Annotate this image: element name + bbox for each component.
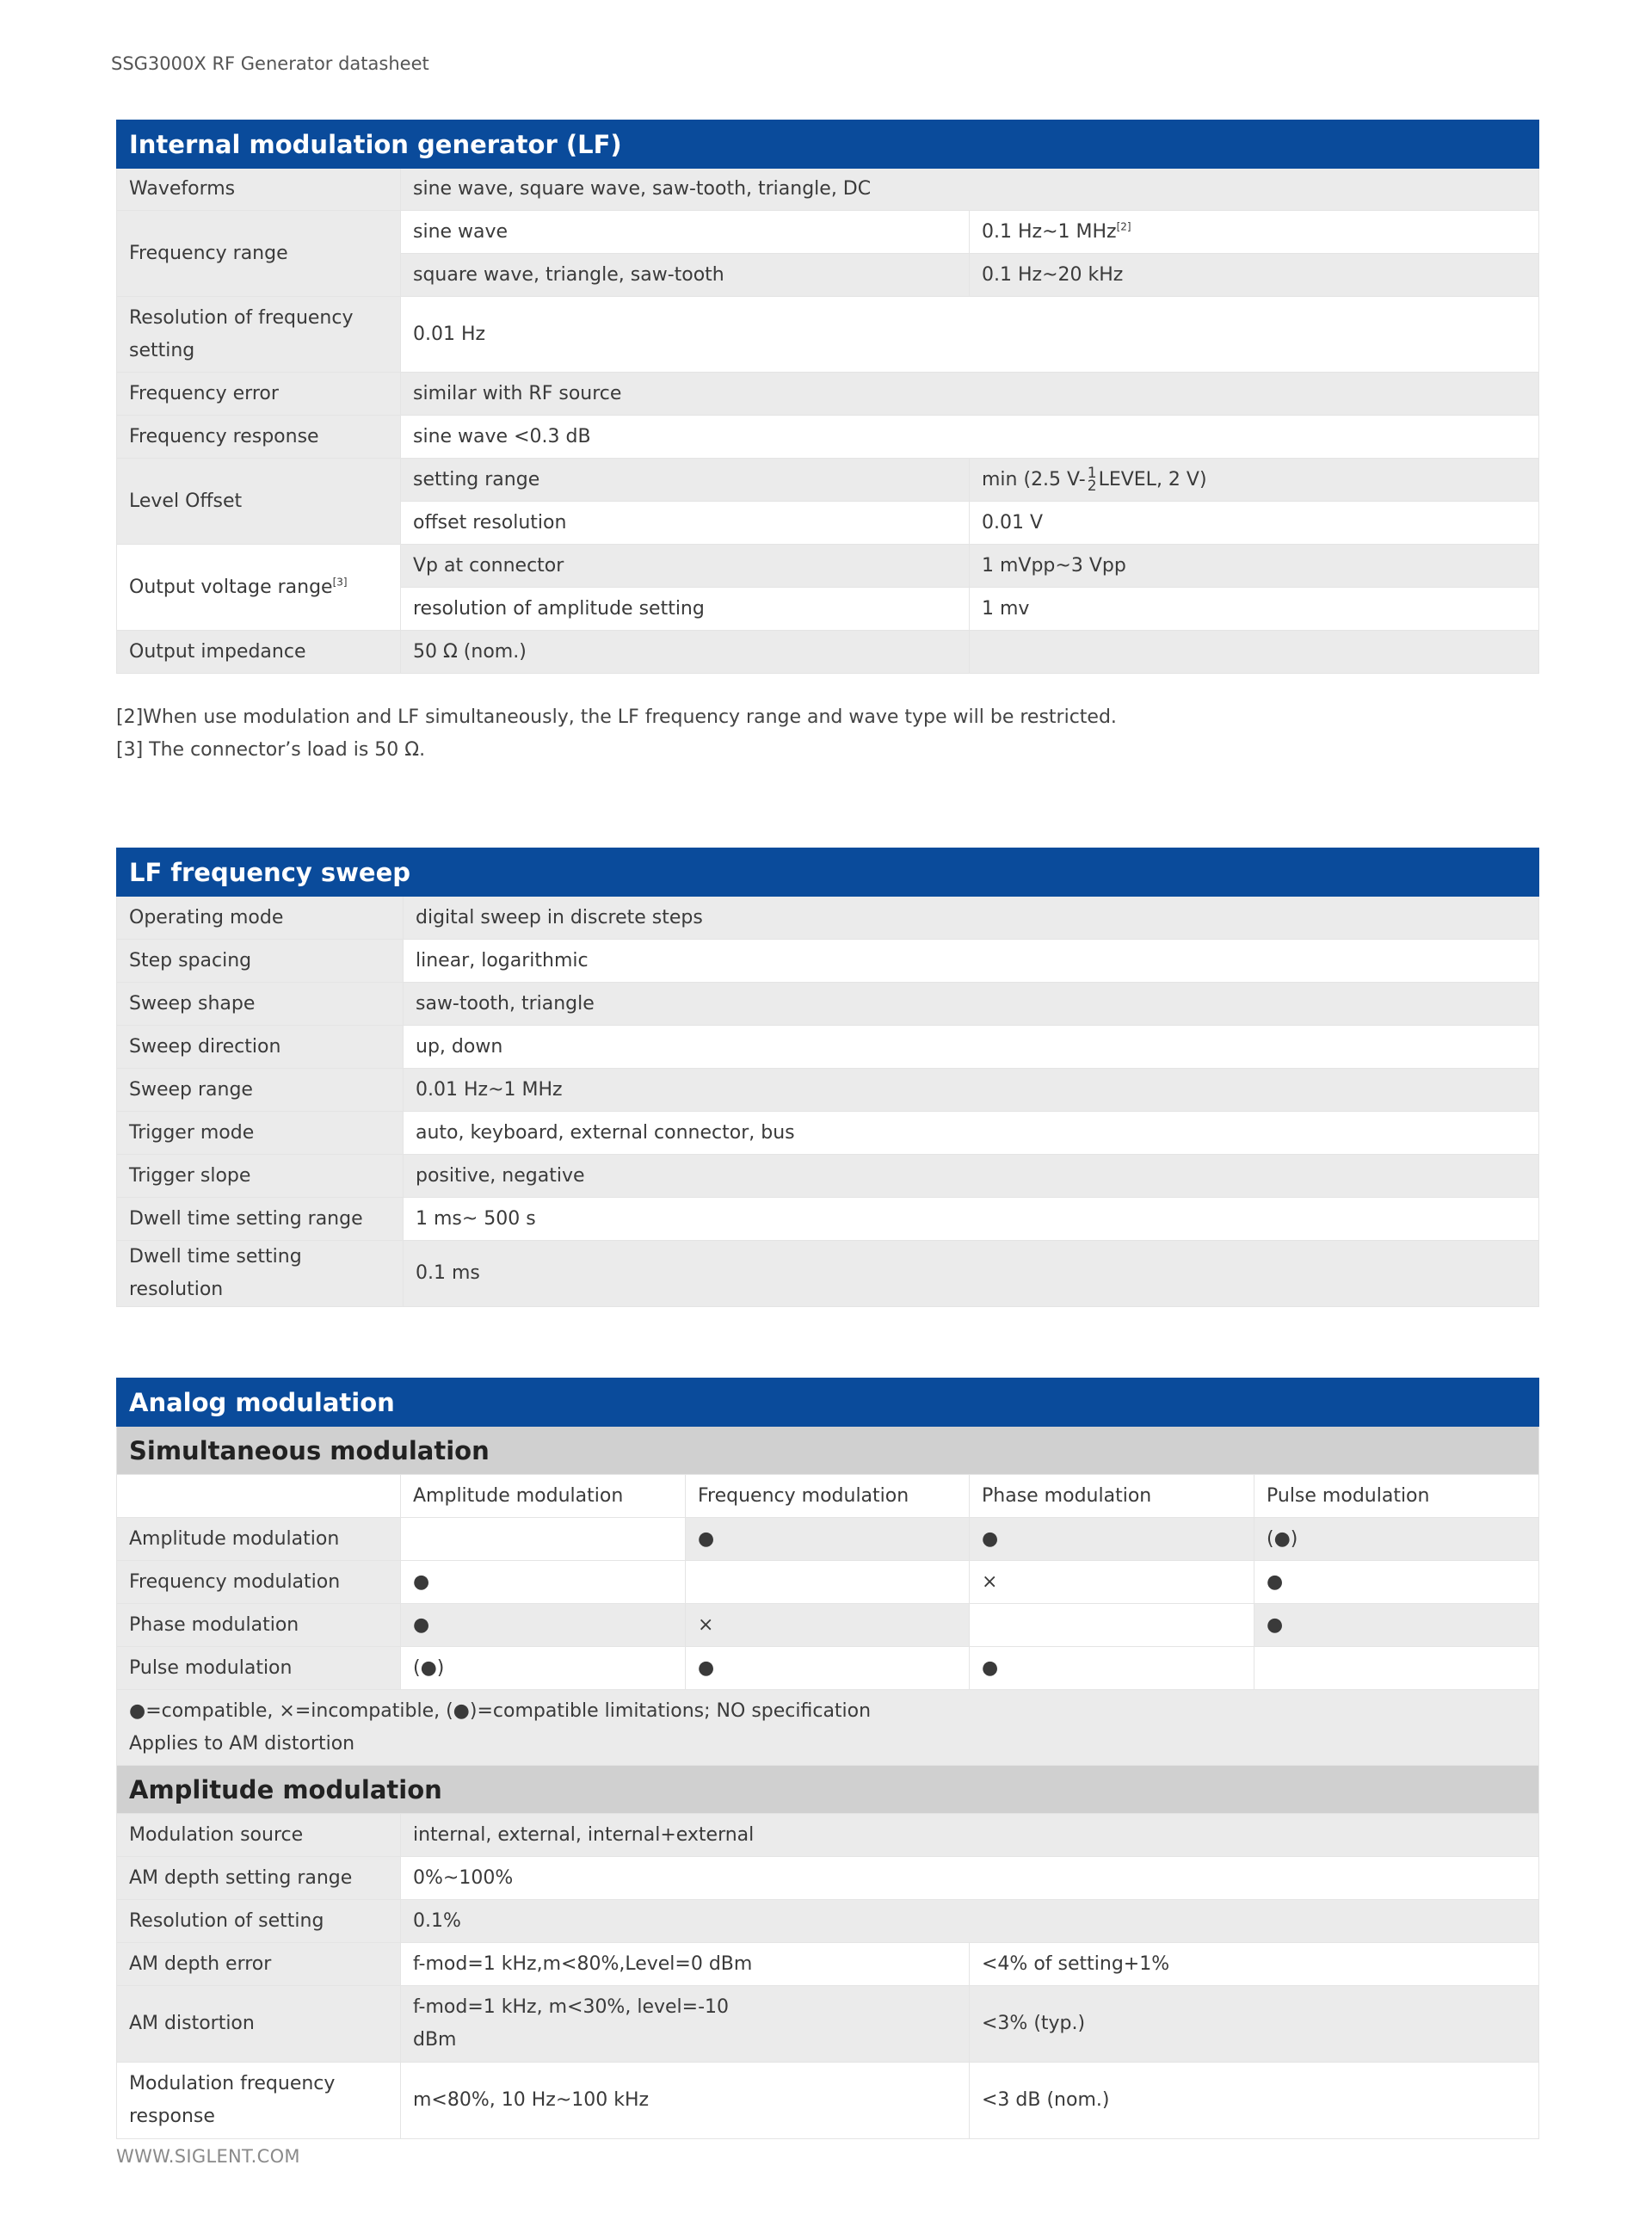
table-row [117, 1241, 1539, 1307]
matrix-cell [686, 1561, 970, 1604]
matrix-col-header: Pulse modulation [1254, 1475, 1539, 1518]
row-sublabel: offset resolution [401, 502, 970, 545]
row-condition: f-mod=1 kHz,m<80%,Level=0 dBm [401, 1943, 970, 1986]
matrix-cell: (●) [1254, 1518, 1539, 1561]
row-condition: f-mod=1 kHz, m<30%, level=-10 dBm [401, 1986, 970, 2063]
row-label: Step spacing [117, 940, 404, 983]
matrix-cell: ● [970, 1518, 1254, 1561]
matrix-col-header: Amplitude modulation [401, 1475, 686, 1518]
row-value: sine wave, square wave, saw-tooth, triangle, DC [401, 169, 1539, 211]
row-condition: m<80%, 10 Hz~100 kHz [401, 2063, 970, 2139]
row-value: positive, negative [404, 1155, 1539, 1198]
row-label: Output impedance [117, 631, 401, 674]
table-row [117, 1026, 1539, 1069]
row-value: <3 dB (nom.) [970, 2063, 1539, 2139]
row-value-empty [970, 631, 1539, 674]
page-footer: WWW.SIGLENT.COM [116, 2146, 300, 2167]
matrix-row [117, 1647, 1539, 1690]
row-label: Frequency error [117, 373, 401, 416]
matrix-row-header: Amplitude modulation [117, 1518, 401, 1561]
matrix-cell: ● [401, 1604, 686, 1647]
matrix-cell: ● [1254, 1561, 1539, 1604]
footnote-ref: [2] [1116, 220, 1131, 233]
row-value: sine wave <0.3 dB [401, 416, 1539, 459]
row-label: AM depth error [117, 1943, 401, 1986]
row-value: internal, external, internal+external [401, 1814, 1539, 1857]
table-row [117, 940, 1539, 983]
row-label: Sweep direction [117, 1026, 404, 1069]
row-value: 0.1 Hz~20 kHz [970, 254, 1539, 297]
row-label: Resolution of frequency setting [117, 297, 401, 373]
row-label: Dwell time setting range [117, 1198, 404, 1241]
matrix-cell: (●) [401, 1647, 686, 1690]
row-label: AM depth setting range [117, 1857, 401, 1900]
footnote-2: [2]When use modulation and LF simultaneously, the LF frequency range and wave type will be restricted. [116, 706, 1117, 728]
section-title: LF frequency sweep [117, 848, 1539, 897]
row-sublabel: resolution of amplitude setting [401, 588, 970, 631]
lf-sweep-table [116, 848, 1539, 1307]
subsection-title: Amplitude modulation [117, 1766, 1539, 1814]
matrix-row [117, 1604, 1539, 1647]
matrix-cell [970, 1604, 1254, 1647]
row-value: 0.01 Hz~1 MHz [404, 1069, 1539, 1112]
legend-line: Applies to AM distortion [129, 1732, 355, 1755]
matrix-cell: ● [401, 1561, 686, 1604]
matrix-row-header: Pulse modulation [117, 1647, 401, 1690]
table-row [117, 897, 1539, 940]
row-label: Frequency range [117, 211, 401, 297]
row-label: Dwell time setting resolution [117, 1241, 404, 1307]
row-value: 0.1 Hz~1 MHz[2] [970, 211, 1539, 254]
row-label: Operating mode [117, 897, 404, 940]
row-value: linear, logarithmic [404, 940, 1539, 983]
row-value: digital sweep in discrete steps [404, 897, 1539, 940]
row-label: Sweep range [117, 1069, 404, 1112]
row-value: 1 mv [970, 588, 1539, 631]
footnote-ref: [3] [332, 576, 348, 589]
row-label: Output voltage range[3] [117, 545, 401, 631]
page-header: SSG3000X RF Generator datasheet [111, 53, 429, 74]
matrix-col-header: Frequency modulation [686, 1475, 970, 1518]
row-value: 0.1 ms [404, 1241, 1539, 1307]
row-sublabel: Vp at connector [401, 545, 970, 588]
row-label: Trigger slope [117, 1155, 404, 1198]
lf-sweep-section [116, 848, 1538, 1307]
subsection-title: Simultaneous modulation [117, 1427, 1539, 1475]
row-label: Level Offset [117, 459, 401, 545]
table-row [117, 1112, 1539, 1155]
matrix-cell: × [970, 1561, 1254, 1604]
matrix-row-header: Phase modulation [117, 1604, 401, 1647]
analog-modulation-section [116, 1378, 1538, 2139]
row-sublabel: sine wave [401, 211, 970, 254]
matrix-row-header: Frequency modulation [117, 1561, 401, 1604]
row-value: 0.01 Hz [401, 297, 1539, 373]
matrix-legend [117, 1690, 1539, 1766]
matrix-cell [401, 1518, 686, 1561]
row-value: <4% of setting+1% [970, 1943, 1539, 1986]
lf-generator-table [116, 120, 1539, 674]
matrix-cell: ● [686, 1518, 970, 1561]
matrix-row [117, 1561, 1539, 1604]
matrix-col-header: Phase modulation [970, 1475, 1254, 1518]
row-label: Resolution of setting [117, 1900, 401, 1943]
matrix-row [117, 1518, 1539, 1561]
row-value: auto, keyboard, external connector, bus [404, 1112, 1539, 1155]
table-row [117, 1069, 1539, 1112]
table-row [117, 1198, 1539, 1241]
row-sublabel: square wave, triangle, saw-tooth [401, 254, 970, 297]
matrix-cell: ● [970, 1647, 1254, 1690]
row-value: 1 mVpp~3 Vpp [970, 545, 1539, 588]
section-title: Internal modulation generator (LF) [117, 120, 1539, 169]
row-value: 50 Ω (nom.) [401, 631, 970, 674]
matrix-corner [117, 1475, 401, 1518]
section-title: Analog modulation [117, 1379, 1539, 1427]
matrix-cell [1254, 1647, 1539, 1690]
matrix-cell: ● [1254, 1604, 1539, 1647]
row-label: Frequency response [117, 416, 401, 459]
footnote-3: [3] The connector’s load is 50 Ω. [116, 739, 426, 761]
legend-line: ●=compatible, ×=incompatible, (●)=compatible limitations; NO specification [129, 1699, 872, 1722]
matrix-cell: × [686, 1604, 970, 1647]
table-row [117, 1155, 1539, 1198]
row-label: Waveforms [117, 169, 401, 211]
row-value: saw-tooth, triangle [404, 983, 1539, 1026]
fraction: 1 2 [1087, 464, 1097, 495]
matrix-cell: ● [686, 1647, 970, 1690]
row-label: Modulation source [117, 1814, 401, 1857]
row-sublabel: setting range [401, 459, 970, 502]
row-value: 1 ms~ 500 s [404, 1198, 1539, 1241]
row-value: similar with RF source [401, 373, 1539, 416]
row-label: AM distortion [117, 1986, 401, 2063]
row-value: 0%~100% [401, 1857, 1539, 1900]
row-label: Sweep shape [117, 983, 404, 1026]
row-value: up, down [404, 1026, 1539, 1069]
row-value: min (2.5 V- 1 2 LEVEL, 2 V) [970, 459, 1539, 502]
row-value: 0.1% [401, 1900, 1539, 1943]
analog-modulation-table [116, 1378, 1539, 2139]
table-row [117, 983, 1539, 1026]
row-value: 0.01 V [970, 502, 1539, 545]
lf-generator-section [116, 120, 1538, 767]
row-value: <3% (typ.) [970, 1986, 1539, 2063]
row-label: Modulation frequency response [117, 2063, 401, 2139]
row-label: Trigger mode [117, 1112, 404, 1155]
